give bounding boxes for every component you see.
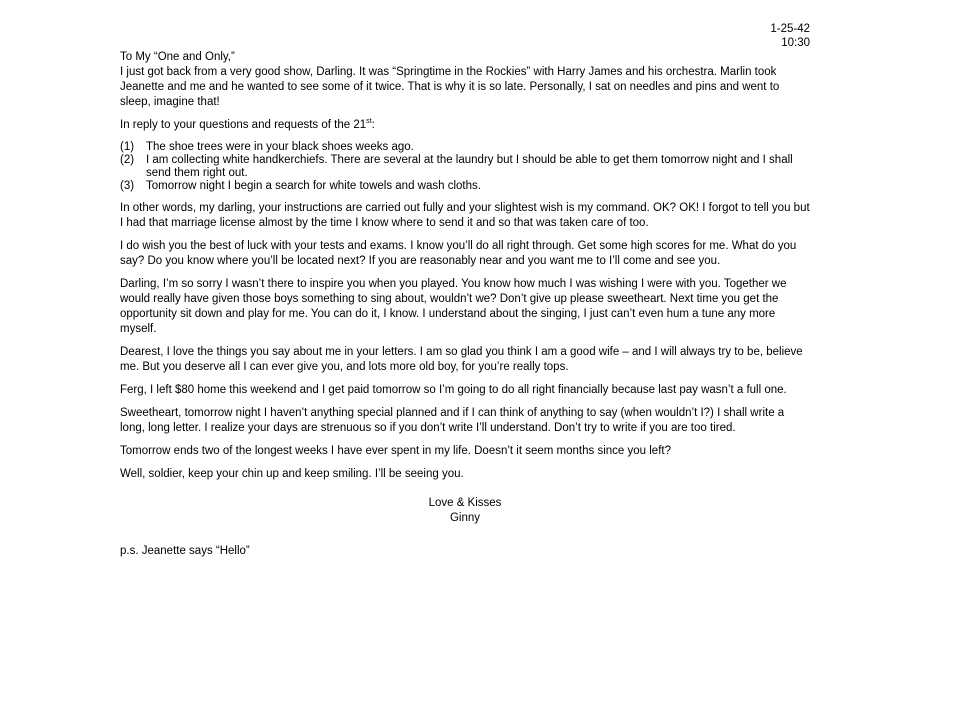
list-item-number: (2) xyxy=(120,154,135,166)
list-item xyxy=(120,154,810,180)
body-paragraph: Darling, I’m so sorry I wasn’t there to inspire you when you played. You know how much I was wishing I were with you. Together we would really have given those boys something to sing about, wouldn’t we? Don’t give up please sweetheart. Next time you get the opportunity sit down and play for me. You can do it, I know. I understand about the singing, I just can’t even hum a tune any more myself. xyxy=(120,278,787,335)
list-item-number: (1) xyxy=(120,141,135,153)
body-paragraph: Sweetheart, tomorrow night I haven’t anything special planned and if I can think of anything to say (when wouldn’t I?) I shall write a long, long letter. I realize your days are strenuous so if you don’t write I’ll understand. Don’t try to write if you are too tired. xyxy=(120,407,785,434)
body-paragraph: Well, soldier, keep your chin up and keep smiling. I’ll be seeing you. xyxy=(120,468,464,480)
body-paragraph: Dearest, I love the things you say about me in your letters. I am so glad you think I am a good wife – and I will always try to be, believe me. But you deserve all I can ever give you, and lots more old boy, for you’re really tops. xyxy=(120,346,803,373)
list-item-text: Tomorrow night I begin a search for white towels and wash cloths. xyxy=(146,180,481,192)
date-block xyxy=(120,22,810,50)
list-item-number: (3) xyxy=(120,180,135,192)
reply-superscript: st xyxy=(366,118,372,125)
salutation: To My “One and Only,” xyxy=(120,51,235,63)
request-list xyxy=(120,141,810,193)
body-paragraph: Tomorrow ends two of the longest weeks I have ever spent in my life. Doesn’t it seem months since you left? xyxy=(120,445,671,457)
list-item-text: The shoe trees were in your black shoes weeks ago. xyxy=(146,141,414,153)
reply-text: In reply to your questions and requests of the 21 xyxy=(120,119,367,131)
reply-line xyxy=(120,118,810,133)
list-item xyxy=(120,141,810,154)
body-paragraph: Ferg, I left $80 home this weekend and I get paid tomorrow so I’m going to do all right financially because last pay wasn’t a full one. xyxy=(120,384,787,396)
body-paragraph: In other words, my darling, your instructions are carried out fully and your slightest wish is my command. OK? OK! I forgot to tell you but I had that marriage license almost by the time I know where to send it and so that was taken care of too. xyxy=(120,202,810,229)
letter-page xyxy=(120,22,810,567)
list-item-text: I am collecting white handkerchiefs. There are several at the laundry but I should be able to get them tomorrow night and I shall send them right out. xyxy=(146,154,793,179)
intro-paragraph: I just got back from a very good show, Darling. It was “Springtime in the Rockies” with Harry James and his orchestra. Marlin took Jeanette and me and he wanted to see some of it twice. That is why it is so late. Personally, I sat on needles and pins and went to sleep, imagine that! xyxy=(120,66,780,108)
signature: Ginny xyxy=(449,512,481,524)
body-paragraph: I do wish you the best of luck with your tests and exams. I know you’ll do all right through. Get some high scores for me. What do you say? Do you know where you’ll be located next? If you are reasonably near and you want me to I’ll come and see you. xyxy=(120,240,797,267)
closing-phrase: Love & Kisses xyxy=(428,497,502,509)
list-item xyxy=(120,180,810,193)
closing-block xyxy=(120,496,810,526)
letter-date: 1-25-42 xyxy=(770,23,810,35)
postscript: p.s. Jeanette says “Hello” xyxy=(120,545,250,557)
letter-time: 10:30 xyxy=(781,37,810,49)
reply-colon: : xyxy=(371,119,375,131)
